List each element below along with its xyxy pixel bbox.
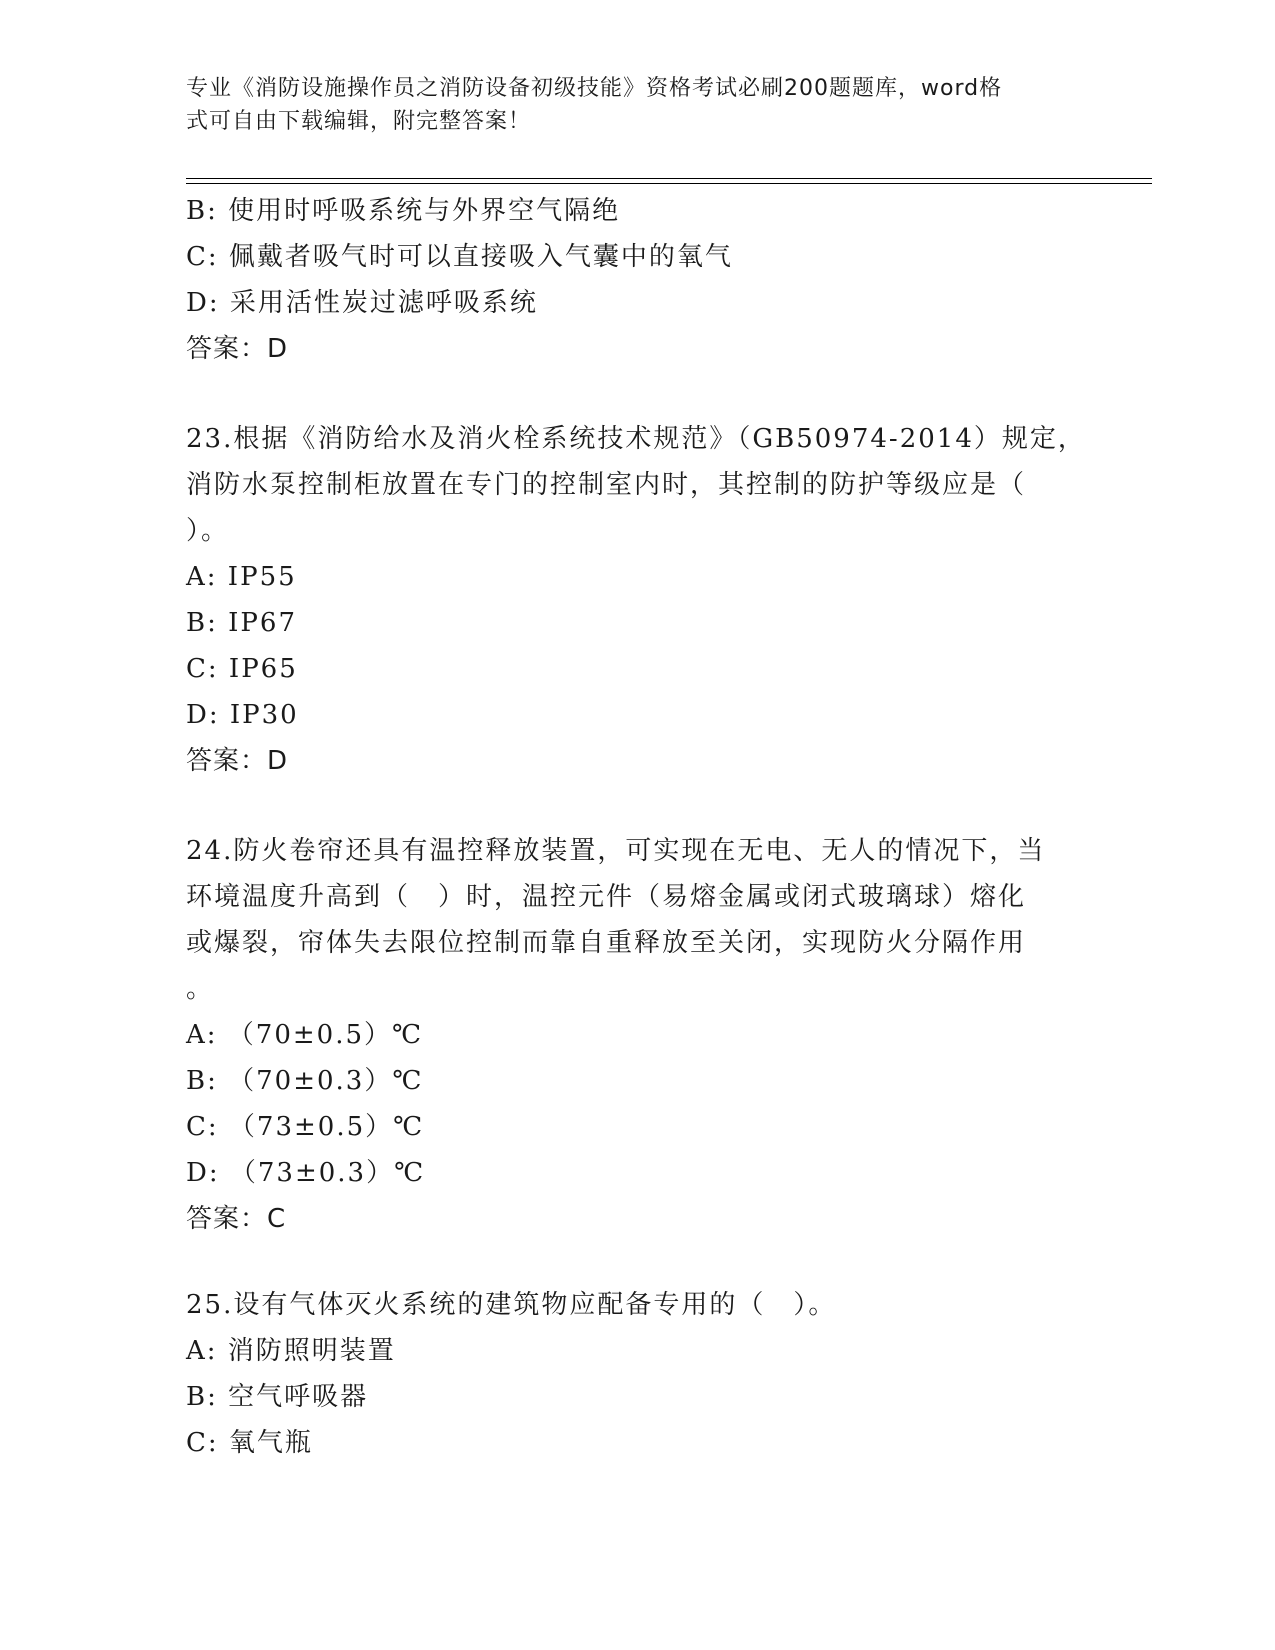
- q25-option-b: B: 空气呼吸器: [186, 1382, 369, 1412]
- q24-option-d: D: （73±0.3）℃: [186, 1158, 426, 1188]
- header-divider-top: [186, 178, 1152, 179]
- q25-stem-line-1: 25.设有气体灭火系统的建筑物应配备专用的（ ）。: [186, 1290, 837, 1320]
- q22-option-b: B: 使用时呼吸系统与外界空气隔绝: [186, 196, 621, 226]
- question-22-continued: [186, 188, 1086, 372]
- q23-option-c: C: IP65: [186, 654, 298, 684]
- question-25: [186, 1282, 1086, 1466]
- q23-stem-line-1: 23.根据《消防给水及消火栓系统技术规范》（GB50974-2014）规定，: [186, 424, 1086, 454]
- q22-option-c: C: 佩戴者吸气时可以直接吸入气囊中的氧气: [186, 242, 733, 272]
- question-24: [186, 828, 1086, 1242]
- q24-stem-line-4: 。: [186, 974, 215, 1004]
- q22-option-d: D: 采用活性炭过滤呼吸系统: [186, 288, 538, 318]
- q23-stem-line-3: ）。: [186, 516, 230, 546]
- q23-stem-line-2: 消防水泵控制柜放置在专门的控制室内时，其控制的防护等级应是（: [186, 470, 1027, 500]
- q24-stem-line-1: 24.防火卷帘还具有温控释放装置，可实现在无电、无人的情况下，当: [186, 836, 1046, 866]
- question-content: [186, 188, 1086, 1466]
- header-divider-bottom: [186, 183, 1152, 184]
- q24-stem-line-2: 环境温度升高到（ ）时，温控元件（易熔金属或闭式玻璃球）熔化: [186, 882, 1027, 912]
- q24-answer: 答案：C: [186, 1204, 287, 1234]
- q23-answer: 答案：D: [186, 746, 289, 776]
- q23-option-a: A: IP55: [186, 562, 297, 592]
- document-header: [186, 72, 1066, 138]
- q24-stem-line-3: 或爆裂，帘体失去限位控制而靠自重释放至关闭，实现防火分隔作用: [186, 928, 1027, 958]
- q23-option-b: B: IP67: [186, 608, 297, 638]
- q24-option-c: C: （73±0.5）℃: [186, 1112, 425, 1142]
- q25-option-a: A: 消防照明装置: [186, 1336, 396, 1366]
- header-line-1: 专业《消防设施操作员之消防设备初级技能》资格考试必刷200题题库，word格: [186, 76, 1003, 101]
- q23-option-d: D: IP30: [186, 700, 299, 730]
- q24-option-a: A: （70±0.5）℃: [186, 1020, 424, 1050]
- header-line-2: 式可自由下载编辑，附完整答案！: [186, 109, 532, 134]
- q22-answer: 答案：D: [186, 334, 289, 364]
- question-23: [186, 416, 1086, 784]
- q25-option-c: C: 氧气瓶: [186, 1428, 313, 1458]
- q24-option-b: B: （70±0.3）℃: [186, 1066, 424, 1096]
